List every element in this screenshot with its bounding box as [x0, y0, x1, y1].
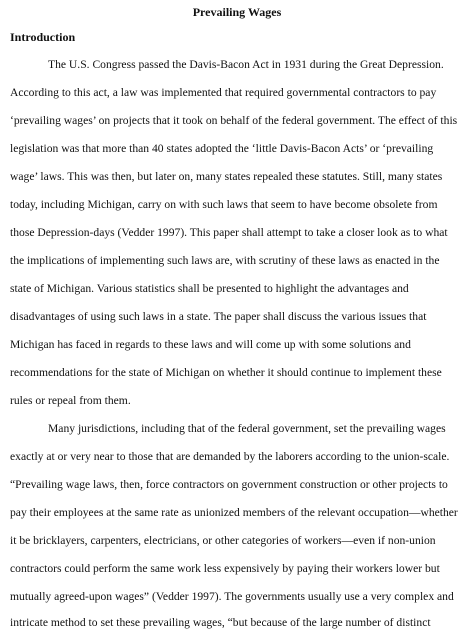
paragraph-2-line: exactly at or very near to those that are demanded by the laborers according to the union-scale.: [10, 450, 450, 463]
paragraph-1-line: legislation was that more than 40 states adopted the ‘little Davis-Bacon Acts’ or ‘prevailing: [10, 142, 434, 155]
paragraph-1-line: According to this act, a law was implemented that required governmental contractors to pay: [10, 86, 437, 99]
paragraph-1-line: The U.S. Congress passed the Davis-Bacon Act in 1931 during the Great Depression.: [48, 58, 444, 71]
section-heading-introduction: Introduction: [10, 30, 76, 44]
paragraph-2-line: mutually agreed-upon wages” (Vedder 1997). The governments usually use a very complex and: [10, 590, 454, 603]
paragraph-2-line: intricate method to set these prevailing wages, “but because of the large number of distinct: [10, 616, 431, 629]
paragraph-2-line: contractors could perform the same work less expensively by paying their workers lower but: [10, 562, 440, 575]
paragraph-1-line: those Depression-days (Vedder 1997). This paper shall attempt to take a closer look as to what: [10, 226, 448, 239]
paragraph-1-line: today, including Michigan, carry on with such laws that seem to have become obsolete from: [10, 198, 438, 211]
paragraph-1-line: disadvantages of using such laws in a state. The paper shall discuss the various issues that: [10, 310, 427, 323]
paragraph-1-line: wage’ laws. This was then, but later on, many states repealed these statutes. Still, many states: [10, 170, 443, 183]
paragraph-1-line: ‘prevailing wages’ on projects that it took on behalf of the federal government. The effect of this: [10, 114, 458, 127]
paragraph-1-line: recommendations for the state of Michigan on whether it should continue to implement these: [10, 366, 442, 379]
paragraph-1-line: state of Michigan. Various statistics shall be presented to highlight the advantages and: [10, 282, 409, 295]
paragraph-2-line: Many jurisdictions, including that of the federal government, set the prevailing wages: [48, 422, 446, 435]
paragraph-2-line: pay their employees at the same rate as unionized members of the relevant occupation—whether: [10, 506, 458, 519]
paragraph-2-line: “Prevailing wage laws, then, force contractors on government construction or other projects to: [10, 478, 448, 491]
paragraph-1-line: Michigan has faced in regards to these laws and will come up with some solutions and: [10, 338, 411, 351]
paragraph-1-line: the implications of implementing such laws are, with scrutiny of these laws as enacted in the: [10, 254, 440, 267]
paragraph-1-line: rules or repeal from them.: [10, 394, 131, 407]
document-title: Prevailing Wages: [192, 5, 282, 19]
paragraph-2-line: it be bricklayers, carpenters, electricians, or other categories of workers—even if non-union: [10, 534, 436, 547]
